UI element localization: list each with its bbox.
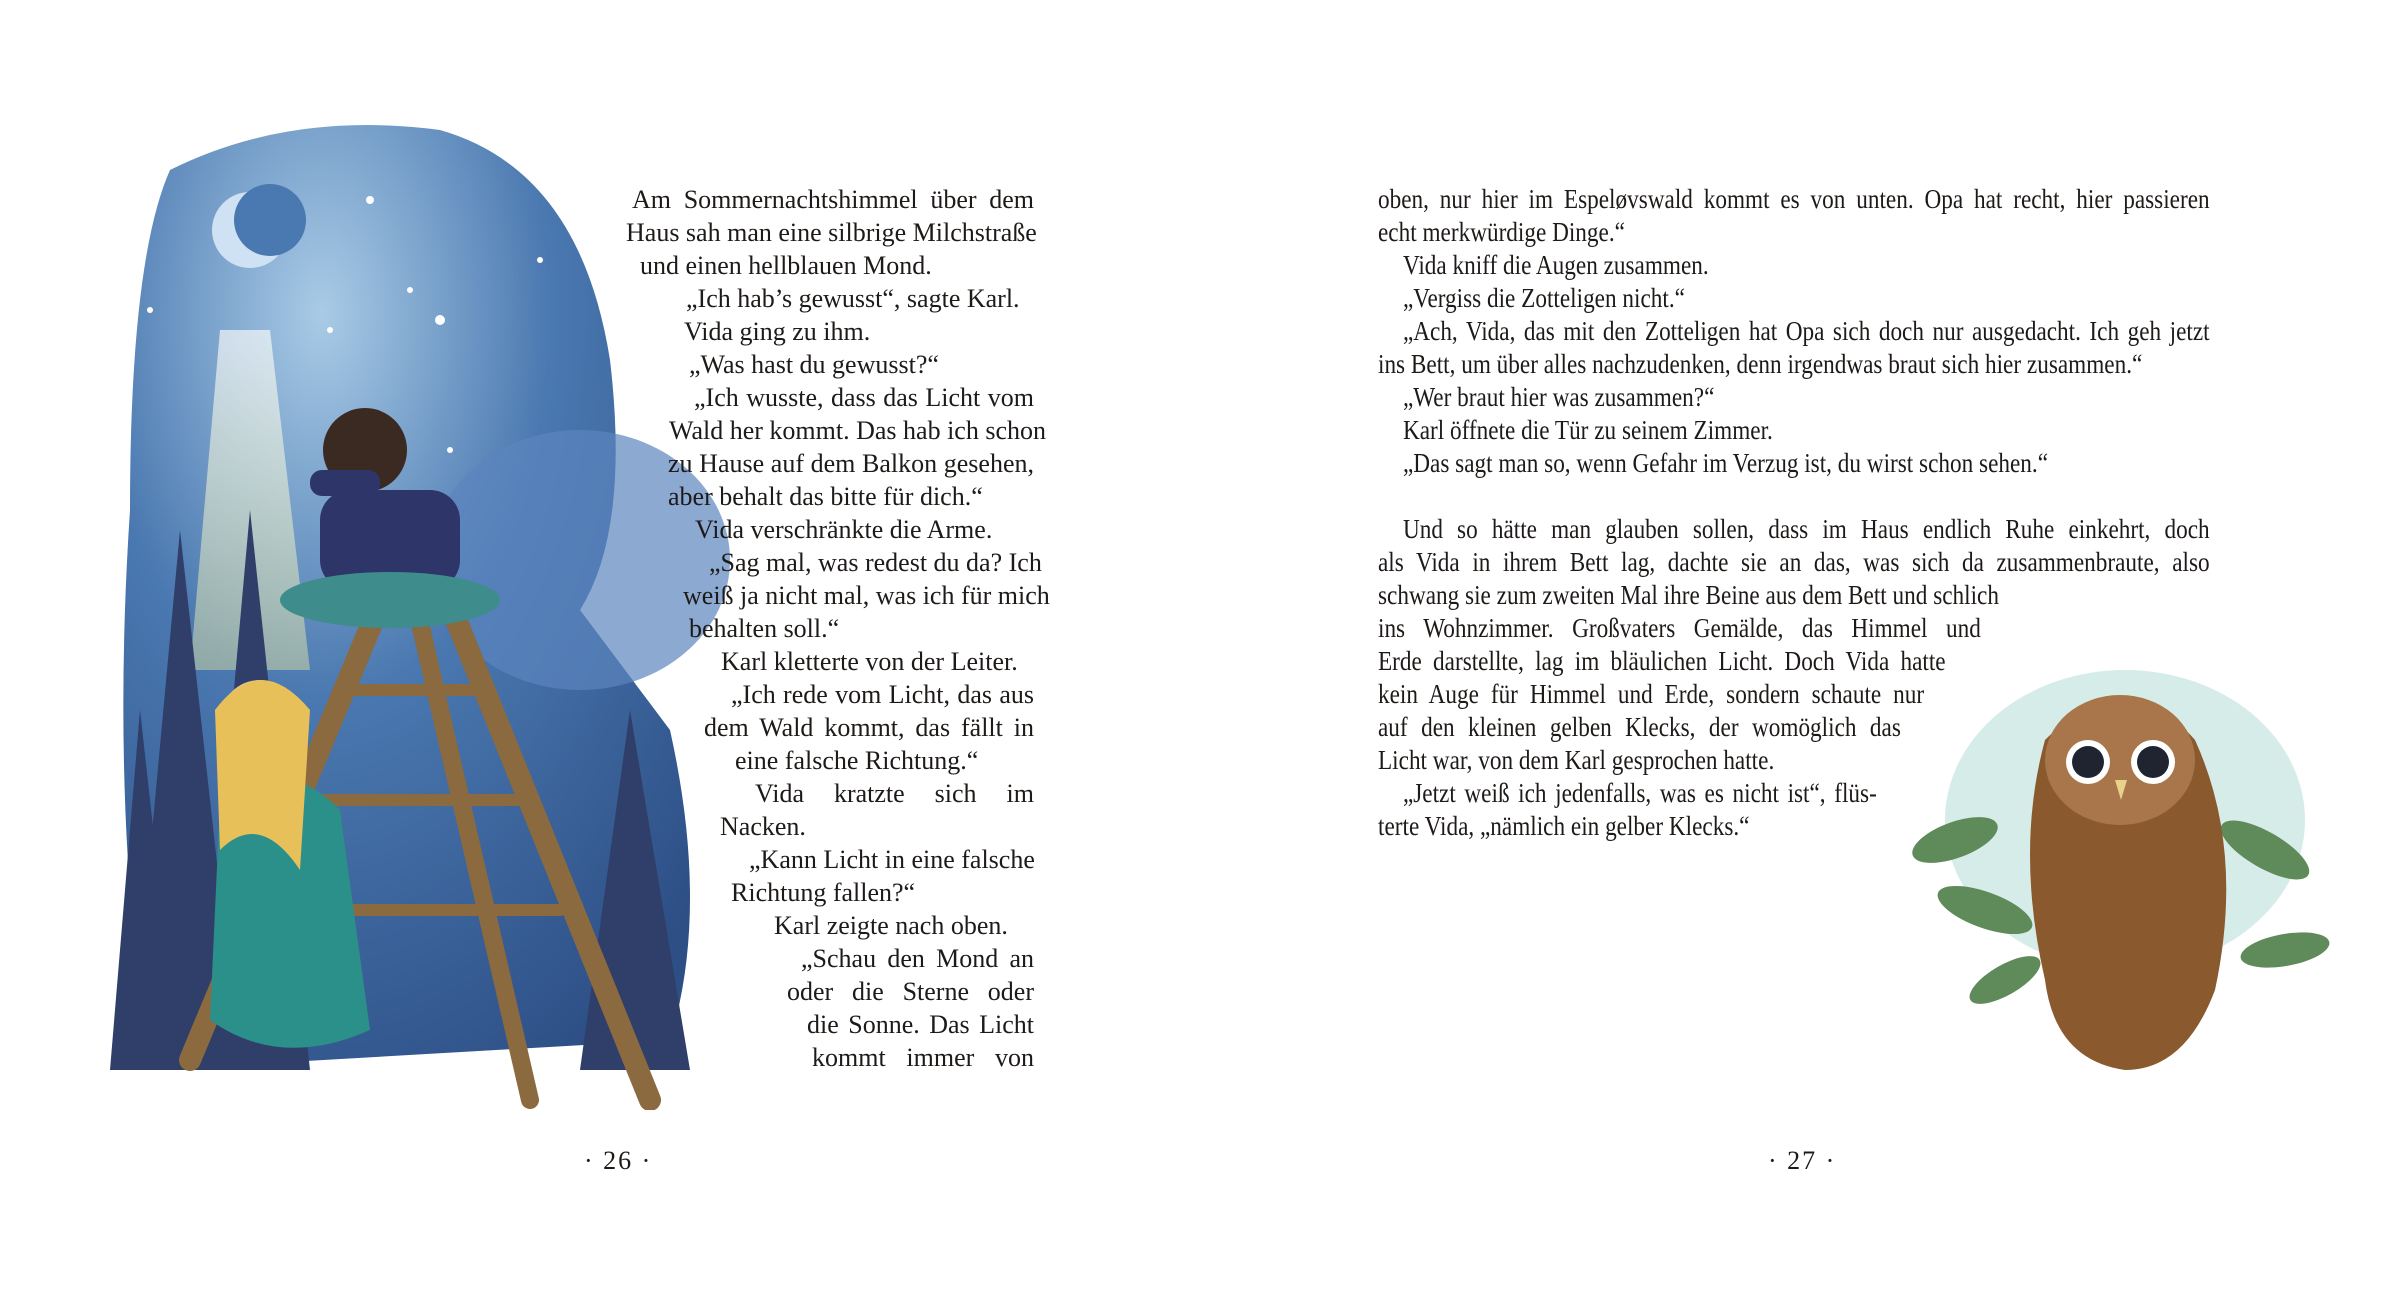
- text-line: Nacken.: [720, 812, 806, 841]
- text-line: eine falsche Richtung.“: [735, 746, 979, 775]
- text-line: auf den kleinen gelben Klecks, der womöglich das: [1378, 712, 1901, 742]
- text-line: Wald her kommt. Das hab ich schon: [669, 416, 1046, 445]
- text-line: „Ich rede vom Licht, das aus: [731, 680, 1034, 709]
- text-line: Vida kratzte sich im: [755, 779, 1034, 808]
- text-line: Licht war, von dem Karl gesprochen hatte.: [1378, 745, 1775, 775]
- text-line: Vida ging zu ihm.: [684, 317, 871, 346]
- page-number-left: · 26 ·: [584, 1146, 653, 1175]
- text-line: terte Vida, „nämlich ein gelber Klecks.“: [1378, 811, 1750, 841]
- text-line: oben, nur hier im Espeløvswald kommt es von unten. Opa hat recht, hier passieren: [1378, 184, 2210, 214]
- text-line: „Ich wusste, dass das Licht vom: [694, 383, 1034, 412]
- text-line: „Vergiss die Zotteligen nicht.“: [1402, 283, 1685, 313]
- text-line: und einen hellblauen Mond.: [640, 251, 932, 280]
- text-line: Vida kniff die Augen zusammen.: [1402, 250, 1709, 280]
- text-line: aber behalt das bitte für dich.“: [668, 482, 983, 511]
- text-line: dem Wald kommt, das fällt in: [704, 713, 1034, 742]
- text-line: kein Auge für Himmel und Erde, sondern schaute nur: [1378, 679, 1925, 709]
- text-line: „Schau den Mond an: [801, 944, 1034, 973]
- text-line: „Ach, Vida, das mit den Zotteligen hat Opa sich doch nur ausgedacht. Ich geh jetzt: [1402, 316, 2210, 346]
- text-line: Karl zeigte nach oben.: [774, 911, 1008, 940]
- right-page-text: [1378, 0, 2210, 1298]
- text-line: „Jetzt weiß ich jedenfalls, was es nicht ist“, flüs-: [1402, 778, 1877, 808]
- text-line: ins Wohnzimmer. Großvaters Gemälde, das Himmel und: [1378, 613, 1981, 643]
- text-line: die Sonne. Das Licht: [807, 1010, 1034, 1039]
- text-line: Vida verschränkte die Arme.: [695, 515, 993, 544]
- text-line: oder die Sterne oder: [787, 977, 1034, 1006]
- text-line: Richtung fallen?“: [731, 878, 916, 907]
- text-line: behalten soll.“: [689, 614, 840, 643]
- text-line: „Wer braut hier was zusammen?“: [1402, 382, 1715, 412]
- text-line: „Was hast du gewusst?“: [689, 350, 939, 379]
- text-line: Am Sommernachtshimmel über dem: [632, 185, 1034, 214]
- text-line: zu Hause auf dem Balkon gesehen,: [668, 449, 1034, 478]
- text-line: „Kann Licht in eine falsche: [749, 845, 1035, 874]
- text-line: echt merkwürdige Dinge.“: [1378, 217, 1625, 247]
- text-line: „Ich hab’s gewusst“, sagte Karl.: [686, 284, 1020, 313]
- text-line: kommt immer von: [812, 1043, 1034, 1072]
- text-line: schwang sie zum zweiten Mal ihre Beine aus dem Bett und schlich: [1378, 580, 1999, 610]
- text-line: Und so hätte man glauben sollen, dass im Haus endlich Ruhe einkehrt, doch: [1402, 514, 2210, 544]
- text-line: „Das sagt man so, wenn Gefahr im Verzug ist, du wirst schon sehen.“: [1402, 448, 2049, 478]
- text-line: weiß ja nicht mal, was ich für mich: [683, 581, 1050, 610]
- text-line: ins Bett, um über alles nachzudenken, denn irgendwas braut sich hier zusammen.“: [1378, 349, 2143, 379]
- text-line: als Vida in ihrem Bett lag, dachte sie an das, was sich da zusammenbraute, also: [1378, 547, 2210, 577]
- text-line: Karl öffnete die Tür zu seinem Zimmer.: [1402, 415, 1773, 445]
- text-line: Haus sah man eine silbrige Milchstraße: [626, 218, 1037, 247]
- text-line: Erde darstellte, lag im bläulichen Licht. Doch Vida hatte: [1378, 646, 1946, 676]
- text-line: Karl kletterte von der Leiter.: [721, 647, 1018, 676]
- text-line: „Sag mal, was redest du da? Ich: [709, 548, 1042, 577]
- page-number-right: · 27 ·: [1768, 1146, 1837, 1175]
